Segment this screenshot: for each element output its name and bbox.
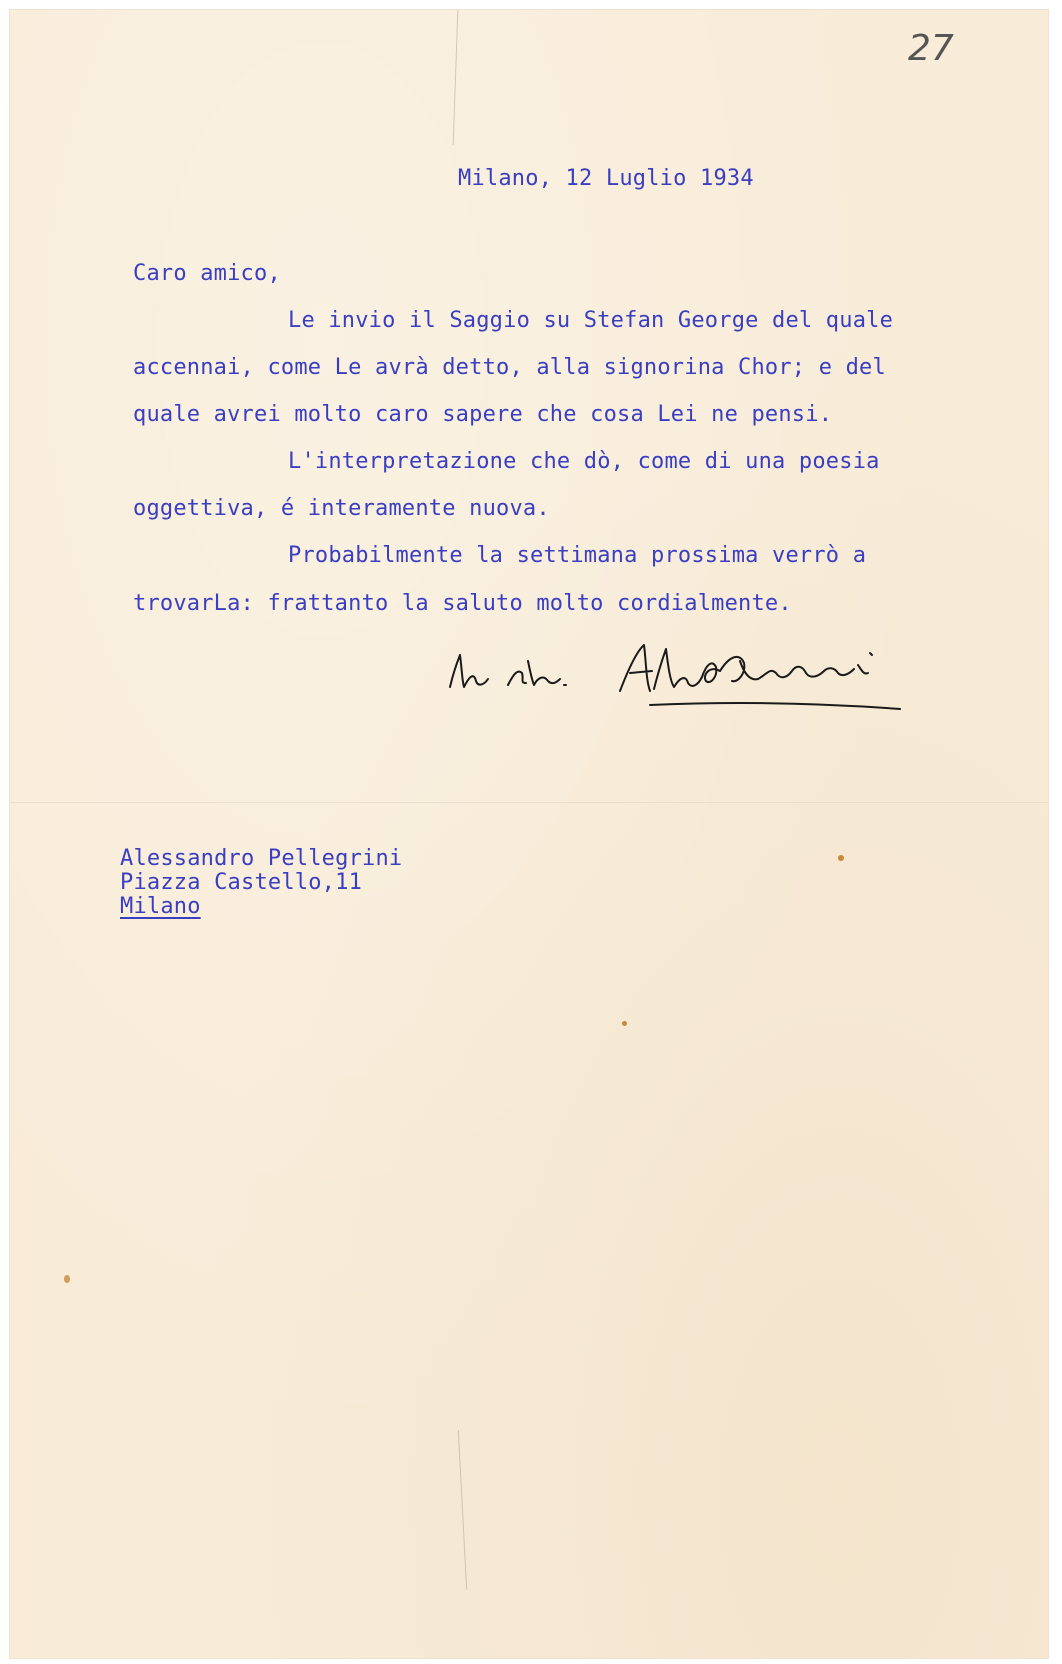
address-city: Milano xyxy=(120,894,201,919)
paper-crease-bottom xyxy=(458,1430,467,1590)
paper-crease-top xyxy=(453,10,459,145)
dateline: Milano, 12 Luglio 1934 xyxy=(458,166,754,191)
body-line: accennai, come Le avrà detto, alla signorina Chor; e del xyxy=(133,355,886,380)
paper-stain xyxy=(64,1275,70,1283)
paper-stain xyxy=(838,855,844,861)
paper-stain xyxy=(622,1021,627,1026)
body-line: Le invio il Saggio su Stefan George del quale xyxy=(288,308,894,333)
body-line: quale avrei molto caro sapere che cosa Lei ne pensi. xyxy=(133,402,833,427)
body-line: L'interpretazione che dò, come di una poesia xyxy=(288,449,880,474)
address-street: Piazza Castello,11 xyxy=(120,870,363,895)
salutation: Caro amico, xyxy=(133,261,281,286)
address-name: Alessandro Pellegrini xyxy=(120,846,403,871)
letter-sheet xyxy=(10,10,1048,1658)
archive-number: 27 xyxy=(908,28,954,69)
body-line: Probabilmente la settimana prossima verrò a xyxy=(288,543,867,568)
body-line: oggettiva, é interamente nuova. xyxy=(133,496,550,521)
paper-fold-line xyxy=(10,802,1048,804)
handwritten-signature xyxy=(440,625,920,725)
body-line: trovarLa: frattanto la saluto molto cordialmente. xyxy=(133,591,792,616)
